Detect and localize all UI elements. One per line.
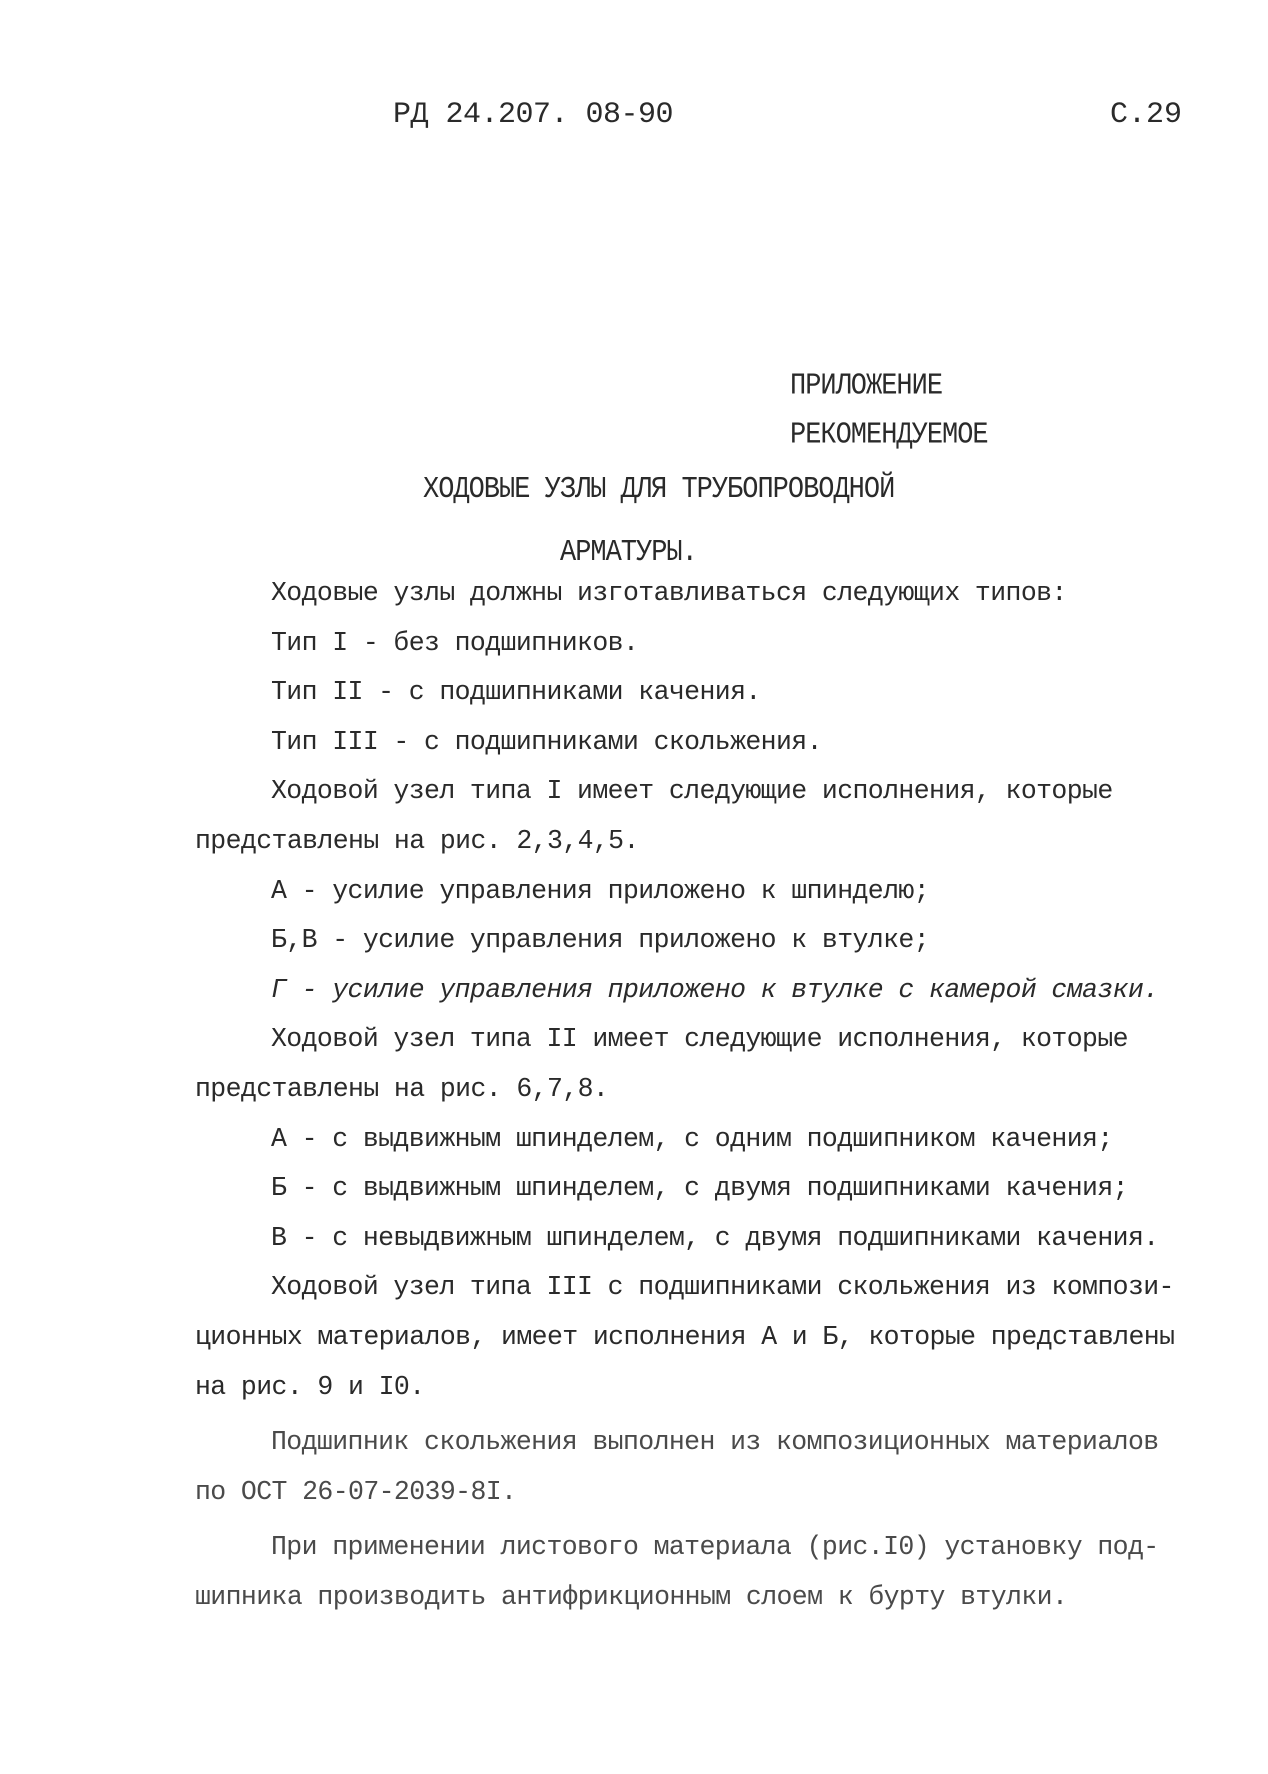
- paragraph-line: В - с невыдвижным шпинделем, с двумя подшипниками качения.: [271, 1222, 1159, 1253]
- paragraph-line: представлены на рис. 2,3,4,5.: [195, 825, 639, 856]
- paragraph-line: При применении листового материала (рис.I0) установку под-: [271, 1532, 1159, 1563]
- paragraph-line: Тип I - без подшипников.: [271, 627, 639, 658]
- paragraph-line: ционных материалов, имеет исполнения А и Б, которые представлены: [195, 1321, 1175, 1352]
- paragraph-line: Ходовой узел типа I имеет следующие исполнения, которые: [271, 776, 1113, 807]
- paragraph-line: Тип III - с подшипниками скольжения.: [271, 726, 822, 757]
- title-line-2: АРМАТУРЫ.: [560, 536, 697, 570]
- section-title: [423, 459, 894, 584]
- body-text: [195, 569, 1180, 1622]
- paragraph-line: на рис. 9 и I0.: [195, 1371, 425, 1402]
- paragraph-line: А - с выдвижным шпинделем, с одним подшипником качения;: [271, 1123, 1113, 1154]
- appendix-label: [790, 362, 988, 461]
- paragraph-line: А - усилие управления приложено к шпинделю;: [271, 875, 930, 906]
- document-code: РД 24.207. 08-90: [393, 98, 674, 132]
- paragraph-line: Ходовые узлы должны изготавливаться следующих типов:: [271, 578, 1067, 608]
- paragraph-line: по ОСТ 26-07-2039-8I.: [195, 1476, 517, 1507]
- paragraph-line: Ходовой узел типа II имеет следующие исполнения, которые: [271, 1024, 1128, 1055]
- paragraph-line: Г - усилие управления приложено к втулке с камерой смазки.: [271, 974, 1159, 1005]
- appendix-line-2: РЕКОМЕНДУЕМОЕ: [790, 419, 988, 453]
- appendix-line-1: ПРИЛОЖЕНИЕ: [790, 369, 943, 404]
- paragraph-line: шипника производить антифрикционным слоем к бурту втулки.: [195, 1581, 1068, 1612]
- paragraph-line: Б,В - усилие управления приложено к втулке;: [271, 925, 930, 956]
- paragraph-line: Ходовой узел типа III с подшипниками скольжения из компози-: [271, 1272, 1174, 1303]
- title-line-1: ХОДОВЫЕ УЗЛЫ ДЛЯ ТРУБОПРОВОДНОЙ: [423, 473, 895, 508]
- paragraph-line: представлены на рис. 6,7,8.: [195, 1073, 609, 1104]
- paragraph-line: Подшипник скольжения выполнен из композиционных материалов: [271, 1427, 1159, 1458]
- page-number: С.29: [1110, 98, 1183, 132]
- paragraph-line: Тип II - с подшипниками качения.: [271, 677, 761, 708]
- paragraph-line: Б - с выдвижным шпинделем, с двумя подшипниками качения;: [271, 1173, 1128, 1204]
